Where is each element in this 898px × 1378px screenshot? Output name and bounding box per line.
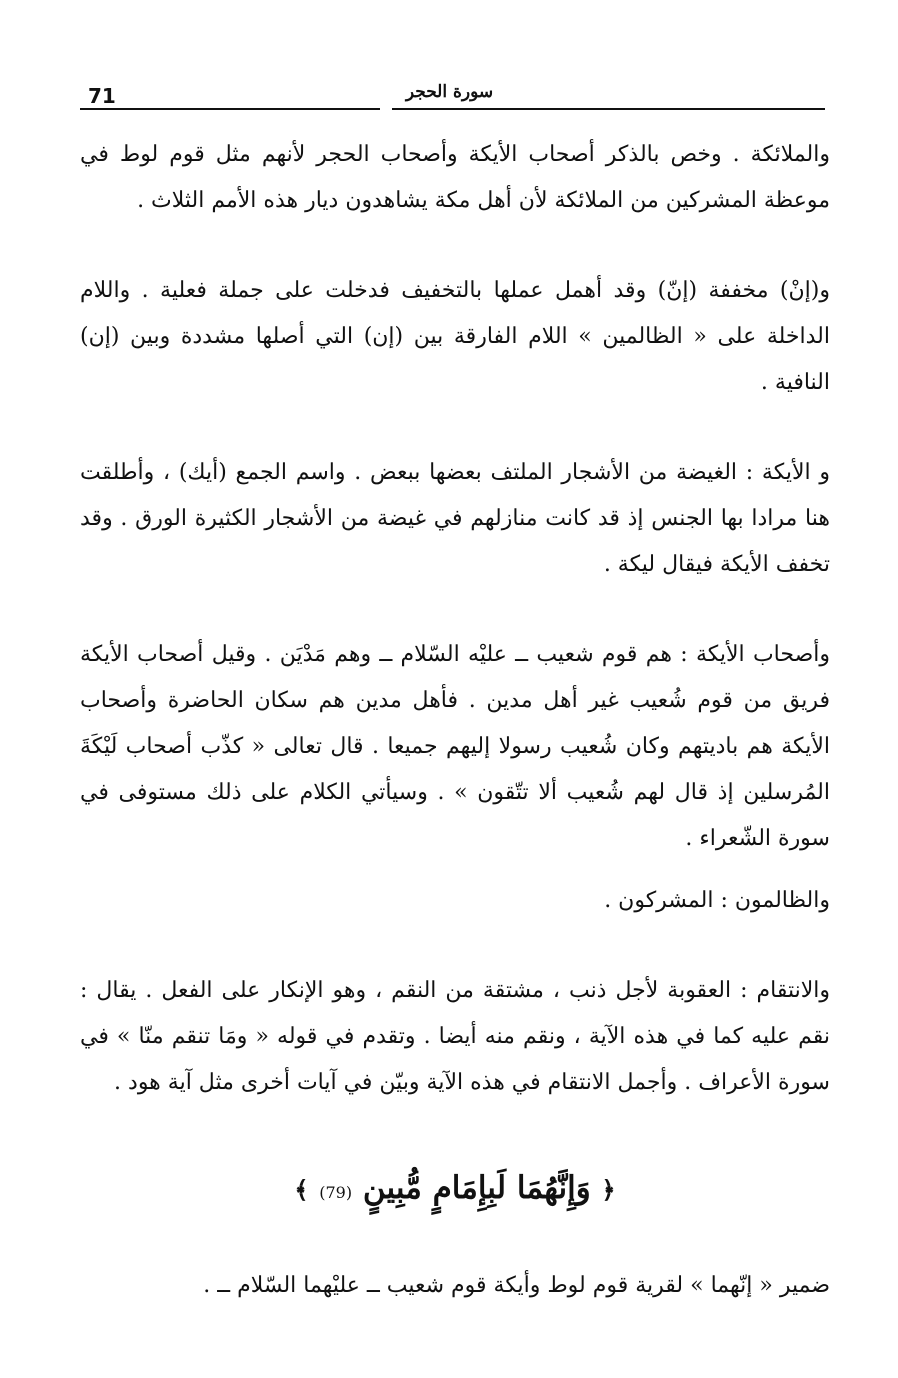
header-rule-right — [392, 108, 825, 110]
paragraph-2: و(إنْ) مخففة (إنّ) وقد أهمل عملها بالتخفيف فدخلت على جملة فعلية . واللام الداخلة على « الظالمين » اللام الفارقة بين (إن) التي أصلها مشددة وبين (إن) النافية . — [80, 278, 830, 395]
verse-open-bracket: ﴿ — [601, 1175, 616, 1204]
page-number: 71 — [88, 84, 116, 108]
paragraph-final: ضمير « إنّهما » لقرية قوم لوط وأيكة قوم شعيب ــ عليْهما السّلام ــ . — [203, 1273, 830, 1298]
paragraph-5: والظالمون : المشركون . — [604, 888, 830, 913]
paragraph-4: وأصحاب الأيكة : هم قوم شعيب ــ عليْه السّلام ــ وهم مَدْيَن . وقيل أصحاب الأيكة فريق من قوم شُعيب غير أهل مدين . فأهل مدين هم سكان الحاضرة وأصحاب الأيكة هم باديتهم وكان شُعيب رسولا إليهم جميعا . قال تعالى « كذّب أصحاب لَيْكَةَ المُرسلين إذ قال لهم شُعيب ألا تتّقون » . وسيأتي الكلام على ذلك مستوفى في سورة الشّعراء . — [80, 642, 830, 851]
page-header — [80, 80, 825, 120]
verse-number: (79) — [319, 1183, 353, 1202]
paragraph-1: والملائكة . وخص بالذكر أصحاب الأيكة وأصحاب الحجر لأنهم مثل قوم لوط في موعظة المشركين من الملائكة لأن أهل مكة يشاهدون ديار هذه الأمم الثلاث . — [80, 142, 830, 213]
verse-close-bracket: ﴾ — [294, 1175, 309, 1204]
header-rule-left — [80, 108, 380, 110]
paragraph-6: والانتقام : العقوبة لأجل ذنب ، مشتقة من النقم ، وهو الإنكار على الفعل . يقال : نقم عليه كما في هذه الآية ، ونقم منه أيضا . وتقدم في قوله « ومَا تنقم منّا » في سورة الأعراف . وأجمل الانتقام في هذه الآية وبيّن في آيات أخرى مثل آية هود . — [80, 978, 830, 1095]
quran-verse — [80, 1158, 830, 1223]
paragraph-3: و الأيكة : الغيضة من الأشجار الملتف بعضها ببعض . واسم الجمع (أيك) ، وأطلقت هنا مرادا بها الجنس إذ قد كانت منازلهم في غيضة من الأشجار الكثيرة الورق . وقد تخفف الأيكة فيقال ليكة . — [80, 460, 830, 577]
verse-text: وَإِنَّهُمَا لَبِإِمَامٍ مُّبِينٍ — [362, 1170, 591, 1206]
page-body — [80, 132, 830, 1309]
surah-name: سورة الحجر — [405, 82, 494, 102]
